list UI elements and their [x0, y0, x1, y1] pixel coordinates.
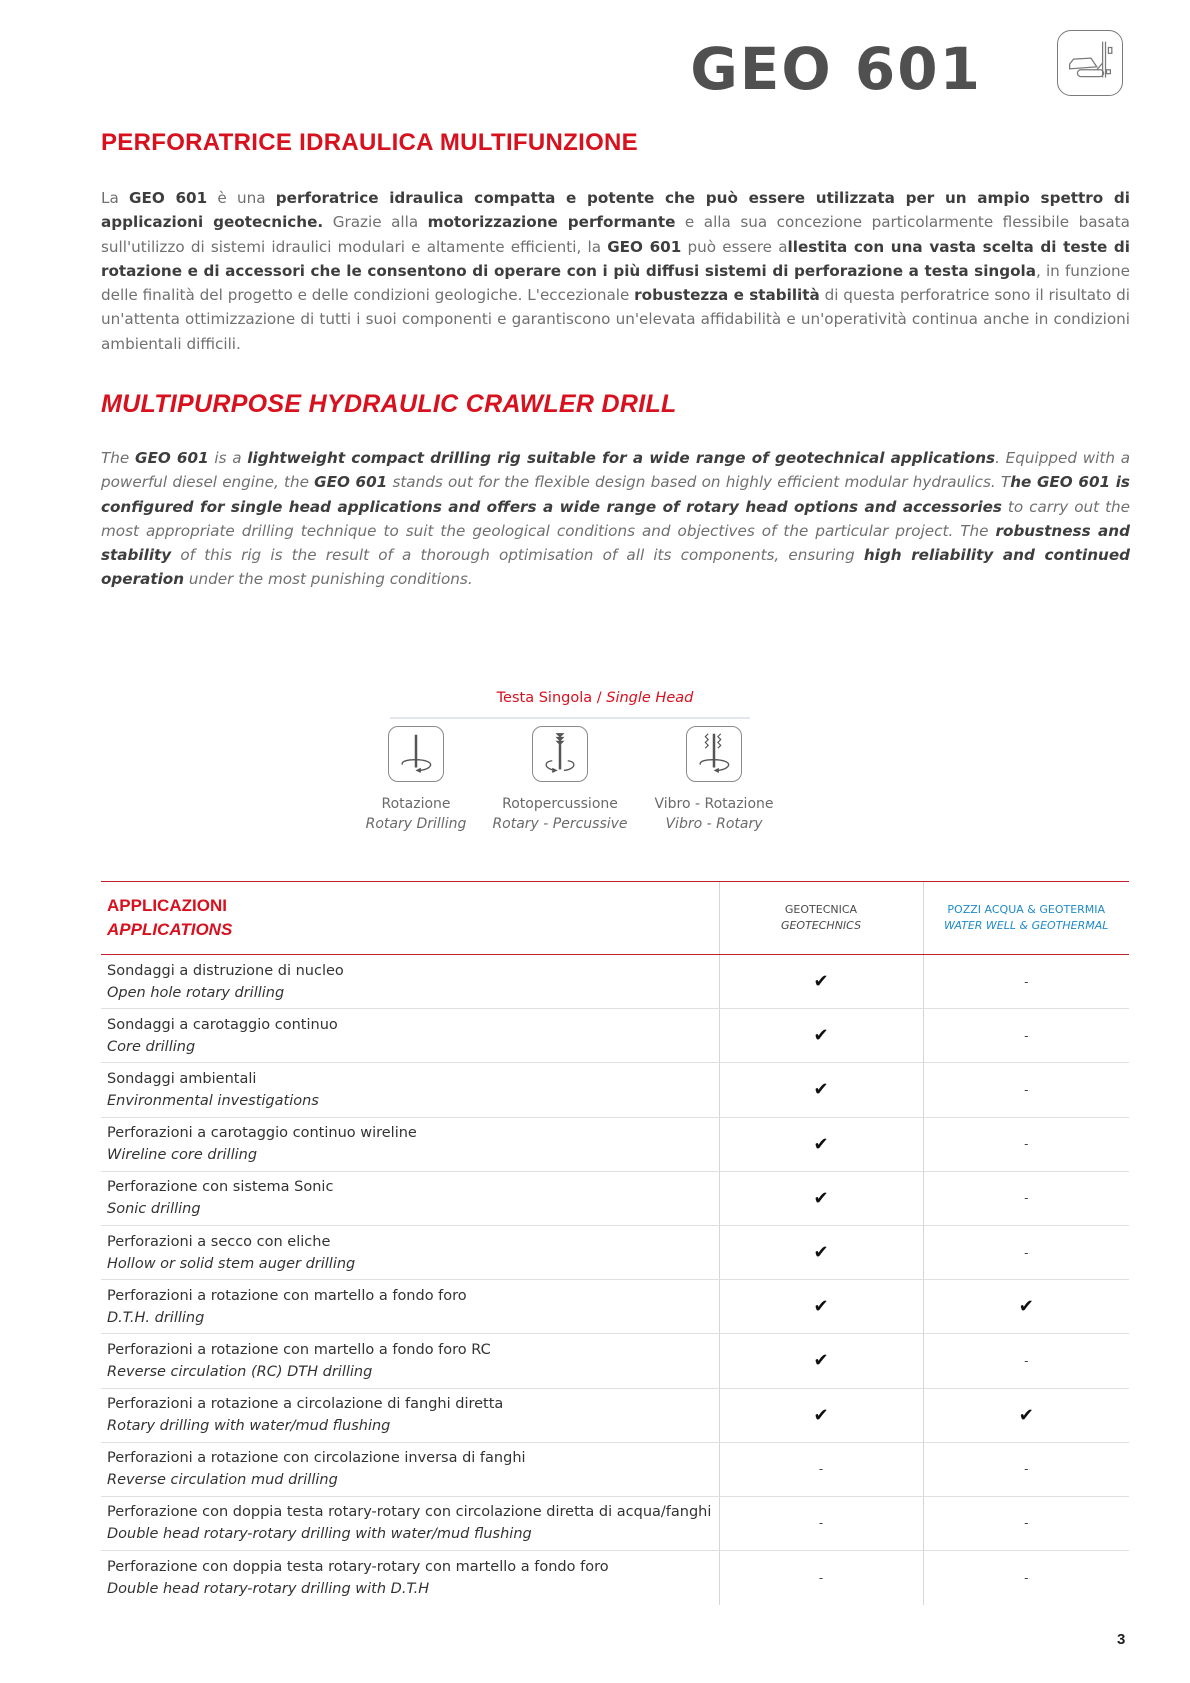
- application-name: [101, 955, 719, 1009]
- geotechnics-header-en: GEOTECHNICS: [780, 919, 862, 932]
- table-row: [101, 1171, 1129, 1225]
- application-name: [101, 1009, 719, 1063]
- checkmark-icon: ✔: [719, 1009, 923, 1063]
- application-name-it: Perforazioni a rotazione a circolazione di fanghi diretta: [107, 1396, 504, 1413]
- checkmark-icon: ✔: [719, 1388, 923, 1442]
- dash-icon: -: [923, 1117, 1129, 1171]
- application-name-en: Core drilling: [107, 1038, 196, 1055]
- application-name-en: Wireline core drilling: [107, 1147, 258, 1164]
- checkmark-icon: ✔: [719, 1225, 923, 1279]
- application-name: [101, 1334, 719, 1388]
- section-title-english: MULTIPURPOSE HYDRAULIC CRAWLER DRILL: [101, 390, 677, 418]
- applications-header-it: APPLICAZIONI: [107, 896, 227, 915]
- application-name-en: Environmental investigations: [107, 1092, 319, 1109]
- application-name: [101, 1442, 719, 1496]
- application-name: [101, 1388, 719, 1442]
- rotary-drilling-icon: [388, 726, 444, 782]
- application-name-it: Perforazioni a rotazione con martello a fondo foro RC: [107, 1341, 491, 1358]
- applications-table: [101, 881, 1129, 1605]
- dash-icon: -: [923, 955, 1129, 1009]
- head-type-label-en: Rotary - Percussive: [492, 816, 628, 832]
- application-name-it: Perforazione con doppia testa rotary-rotary con martello a fondo foro: [107, 1558, 609, 1575]
- applications-header: [101, 882, 719, 955]
- dash-icon: -: [719, 1496, 923, 1550]
- application-name-en: Sonic drilling: [107, 1201, 201, 1218]
- table-row: [101, 1334, 1129, 1388]
- application-name-it: Perforazione con doppia testa rotary-rotary con circolazione diretta di acqua/fanghi: [107, 1504, 712, 1521]
- head-type-label-it: Rotopercussione: [502, 796, 618, 812]
- crawler-drill-rig-icon: [1057, 30, 1123, 96]
- table-row: [101, 1551, 1129, 1605]
- description-italian: La GEO 601 è una perforatrice idraulica compatta e potente che può essere utilizzata per un ampio spettro di applicazioni geotecniche. Grazie alla motorizzazione performante e alla sua concezione particolarmente flessibile basata sull'utilizzo di sistemi idraulici modulari e altamente efficienti, la GEO 601 può essere allestita con una vasta scelta di teste di rotazione e di accessori che le consentono di operare con i più diffusi sistemi di perforazione a testa singola, in funzione delle finalità del progetto e delle condizioni geologiche. L'eccezionale robustezza e stabilità di questa perforatrice sono il risultato di un'attenta ottimizzazione di tutti i suoi componenti e garantiscono un'elevata affidabilità e un'operatività continua anche in condizioni ambientali difficili.: [101, 189, 1130, 353]
- application-name: [101, 1496, 719, 1550]
- application-name-it: Perforazioni a carotaggio continuo wireline: [107, 1125, 417, 1142]
- table-row: [101, 1388, 1129, 1442]
- head-type-vibro-rotary: [639, 726, 789, 834]
- application-name: [101, 1551, 719, 1605]
- table-row: [101, 1009, 1129, 1063]
- application-name: [101, 1063, 719, 1117]
- checkmark-icon: ✔: [923, 1388, 1129, 1442]
- water-well-column-header: [923, 882, 1129, 955]
- head-type-label-it: Rotazione: [381, 796, 451, 812]
- page-number: 3: [1117, 1631, 1126, 1648]
- dash-icon: -: [923, 1009, 1129, 1063]
- dash-icon: -: [923, 1442, 1129, 1496]
- application-name-en: Open hole rotary drilling: [107, 984, 285, 1001]
- head-types-title-en: Single Head: [606, 690, 694, 706]
- head-types-title-it: Testa Singola /: [496, 690, 607, 706]
- table-row: [101, 1225, 1129, 1279]
- application-name-it: Sondaggi a carotaggio continuo: [107, 1016, 338, 1033]
- head-types-title: [0, 690, 1190, 706]
- checkmark-icon: ✔: [719, 1063, 923, 1117]
- application-name-it: Perforazioni a secco con eliche: [107, 1233, 331, 1250]
- application-name: [101, 1117, 719, 1171]
- dash-icon: -: [923, 1225, 1129, 1279]
- model-title: GEO 601: [690, 35, 982, 103]
- head-type-label-en: Rotary Drilling: [365, 816, 467, 832]
- table-row: [101, 1280, 1129, 1334]
- section-title-italian: PERFORATRICE IDRAULICA MULTIFUNZIONE: [101, 129, 638, 156]
- application-name-en: Double head rotary-rotary drilling with water/mud flushing: [107, 1526, 532, 1543]
- geotechnics-header-it: GEOTECNICA: [784, 903, 858, 916]
- dash-icon: -: [923, 1063, 1129, 1117]
- dash-icon: -: [923, 1171, 1129, 1225]
- application-name-it: Sondaggi a distruzione di nucleo: [107, 962, 344, 979]
- checkmark-icon: ✔: [719, 1334, 923, 1388]
- application-name: [101, 1171, 719, 1225]
- application-name-it: Sondaggi ambientali: [107, 1070, 257, 1087]
- applications-header-en: APPLICATIONS: [107, 920, 233, 939]
- head-type-label-en: Vibro - Rotary: [665, 816, 763, 832]
- application-name-it: Perforazioni a rotazione con circolazione inversa di fanghi: [107, 1450, 526, 1467]
- table-row: [101, 955, 1129, 1009]
- water-well-header-en: WATER WELL & GEOTHERMAL: [944, 919, 1109, 932]
- vibro-rotary-icon: [686, 726, 742, 782]
- rotary-percussive-icon: [532, 726, 588, 782]
- description-english: The GEO 601 is a lightweight compact drilling rig suitable for a wide range of geotechnical applications. Equipped with a powerful diesel engine, the GEO 601 stands out for the flexible design based on highly efficient modular hydraulics. The GEO 601 is configured for single head applications and offers a wide range of rotary head options and accessories to carry out the most appropriate drilling technique to suit the geological conditions and objectives of the particular project. The robustness and stability of this rig is the result of a thorough optimisation of all its components, ensuring high reliability and continued operation under the most punishing conditions.: [101, 449, 1131, 589]
- application-name-en: Reverse circulation mud drilling: [107, 1472, 338, 1489]
- application-name-en: Reverse circulation (RC) DTH drilling: [107, 1363, 373, 1380]
- checkmark-icon: ✔: [923, 1280, 1129, 1334]
- application-name-it: Perforazione con sistema Sonic: [107, 1179, 334, 1196]
- application-name-en: D.T.H. drilling: [107, 1309, 205, 1326]
- table-row: [101, 1496, 1129, 1550]
- application-name-en: Hollow or solid stem auger drilling: [107, 1255, 356, 1272]
- dash-icon: -: [923, 1334, 1129, 1388]
- geotechnics-column-header: [719, 882, 923, 955]
- table-row: [101, 1442, 1129, 1496]
- checkmark-icon: ✔: [719, 1171, 923, 1225]
- table-row: [101, 1117, 1129, 1171]
- dash-icon: -: [719, 1551, 923, 1605]
- application-name: [101, 1280, 719, 1334]
- dash-icon: -: [923, 1496, 1129, 1550]
- dash-icon: -: [719, 1442, 923, 1496]
- application-name-en: Double head rotary-rotary drilling with D.T.H: [107, 1580, 430, 1597]
- head-type-rotary-percussive: [485, 726, 635, 834]
- application-name-it: Perforazioni a rotazione con martello a fondo foro: [107, 1287, 467, 1304]
- head-type-label-it: Vibro - Rotazione: [654, 796, 774, 812]
- application-name: [101, 1225, 719, 1279]
- checkmark-icon: ✔: [719, 1280, 923, 1334]
- water-well-header-it: POZZI ACQUA & GEOTERMIA: [947, 903, 1106, 916]
- checkmark-icon: ✔: [719, 1117, 923, 1171]
- dash-icon: -: [923, 1551, 1129, 1605]
- head-type-rotary: [341, 726, 491, 834]
- application-name-en: Rotary drilling with water/mud flushing: [107, 1418, 391, 1435]
- table-row: [101, 1063, 1129, 1117]
- checkmark-icon: ✔: [719, 955, 923, 1009]
- head-types-divider: [390, 717, 750, 719]
- table-header-row: [101, 882, 1129, 955]
